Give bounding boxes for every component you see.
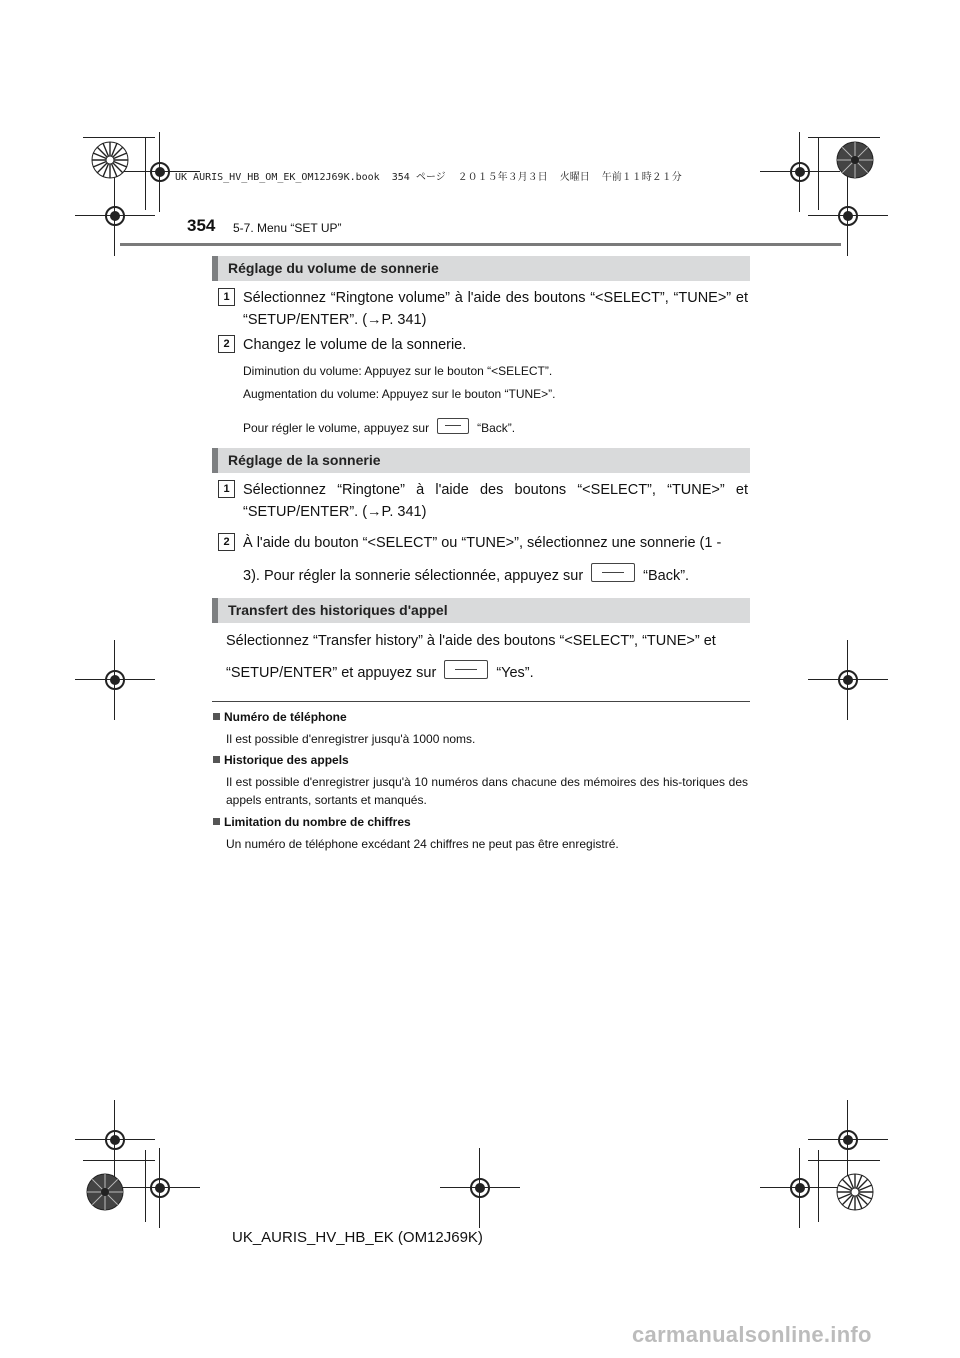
section-heading-ringtone: Réglage de la sonnerie bbox=[212, 448, 750, 473]
step-text-line1: À l'aide du bouton “<SELECT” ou “TUNE>”, sélectionnez une sonnerie (1 - bbox=[243, 535, 722, 551]
step-text-prefix: 3). Pour régler la sonnerie sélectionnée, appuyez sur bbox=[243, 568, 584, 584]
square-bullet-icon bbox=[213, 713, 220, 720]
step-text: Changez le volume de la sonnerie. bbox=[243, 337, 467, 353]
star-target-icon bbox=[835, 1172, 875, 1212]
step-number: 2 bbox=[218, 533, 235, 551]
registration-mark-icon bbox=[93, 194, 137, 238]
section-heading-transfer: Transfert des historiques d'appel bbox=[212, 598, 750, 623]
manual-code: UK_AURIS_HV_HB_EK (OM12J69K) bbox=[232, 1229, 483, 1246]
registration-mark-icon bbox=[458, 1166, 502, 1210]
note-heading bbox=[213, 710, 347, 724]
registration-mark-icon bbox=[826, 1118, 870, 1162]
star-target-icon bbox=[90, 140, 130, 180]
adjust-line bbox=[243, 418, 515, 435]
header-rule bbox=[120, 243, 841, 246]
star-target-icon bbox=[835, 140, 875, 180]
note-text: Un numéro de téléphone excédant 24 chiffres ne peut pas être enregistré. bbox=[226, 837, 619, 851]
registration-mark-icon bbox=[93, 658, 137, 702]
note-title: Historique des appels bbox=[224, 753, 349, 767]
back-button-icon bbox=[591, 563, 635, 582]
registration-mark-icon bbox=[826, 658, 870, 702]
adjust-prefix: Pour régler le volume, appuyez sur bbox=[243, 421, 430, 435]
registration-mark-icon bbox=[138, 1166, 182, 1210]
transfer-text-line2 bbox=[226, 660, 748, 684]
registration-mark-icon bbox=[778, 150, 822, 194]
registration-mark-icon bbox=[93, 1118, 137, 1162]
transfer-text-suffix: “Yes”. bbox=[496, 665, 534, 681]
sub-line: Augmentation du volume: Appuyez sur le bouton “TUNE>”. bbox=[243, 387, 556, 401]
note-text: Il est possible d'enregistrer jusqu'à 10 numéros dans chacune des mémoires des his-toriques des appels entrants, sortants et manqués. bbox=[226, 775, 748, 807]
yes-button-icon bbox=[444, 660, 488, 679]
section-title: 5-7. Menu “SET UP” bbox=[233, 221, 342, 235]
transfer-text-prefix: “SETUP/ENTER” et appuyez sur bbox=[226, 665, 437, 681]
note-title: Limitation du nombre de chiffres bbox=[224, 815, 411, 829]
back-button-icon bbox=[437, 418, 469, 434]
step-number: 1 bbox=[218, 288, 235, 306]
step-text-suffix: “Back”. bbox=[643, 568, 690, 584]
registration-mark-icon bbox=[778, 1166, 822, 1210]
step-text: Sélectionnez “Ringtone” à l'aide des boutons “<SELECT”, “TUNE>” et “SETUP/ENTER”. (→P. 341) bbox=[243, 482, 748, 520]
separator-rule bbox=[212, 701, 750, 702]
adjust-suffix: “Back”. bbox=[477, 421, 516, 435]
note-text: Il est possible d'enregistrer jusqu'à 1000 noms. bbox=[226, 732, 476, 746]
step-text-line2 bbox=[243, 563, 748, 587]
square-bullet-icon bbox=[213, 756, 220, 763]
sub-line: Diminution du volume: Appuyez sur le bouton “<SELECT”. bbox=[243, 364, 553, 378]
crop-line bbox=[808, 137, 880, 138]
watermark: carmanualsonline.info bbox=[632, 1322, 872, 1347]
step-text: Sélectionnez “Ringtone volume” à l'aide des boutons “<SELECT”, “TUNE>” et “SETUP/ENTER”. (→P. 341) bbox=[243, 290, 748, 328]
note-heading bbox=[213, 753, 349, 767]
section-heading-volume: Réglage du volume de sonnerie bbox=[212, 256, 750, 281]
crop-line bbox=[83, 137, 155, 138]
note-title: Numéro de téléphone bbox=[224, 710, 347, 724]
step-number: 2 bbox=[218, 335, 235, 353]
square-bullet-icon bbox=[213, 818, 220, 825]
registration-mark-icon bbox=[826, 194, 870, 238]
page-number: 354 bbox=[187, 216, 216, 235]
transfer-text-line1: Sélectionnez “Transfer history” à l'aide des boutons “<SELECT”, “TUNE>” et bbox=[226, 633, 716, 649]
print-job-info: UK AURIS_HV_HB_OM_EK_OM12J69K.book 354 ページ ２０１５年３月３日 火曜日 午前１１時２１分 bbox=[175, 172, 682, 183]
star-target-icon bbox=[85, 1172, 125, 1212]
note-heading bbox=[213, 815, 411, 829]
step-number: 1 bbox=[218, 480, 235, 498]
